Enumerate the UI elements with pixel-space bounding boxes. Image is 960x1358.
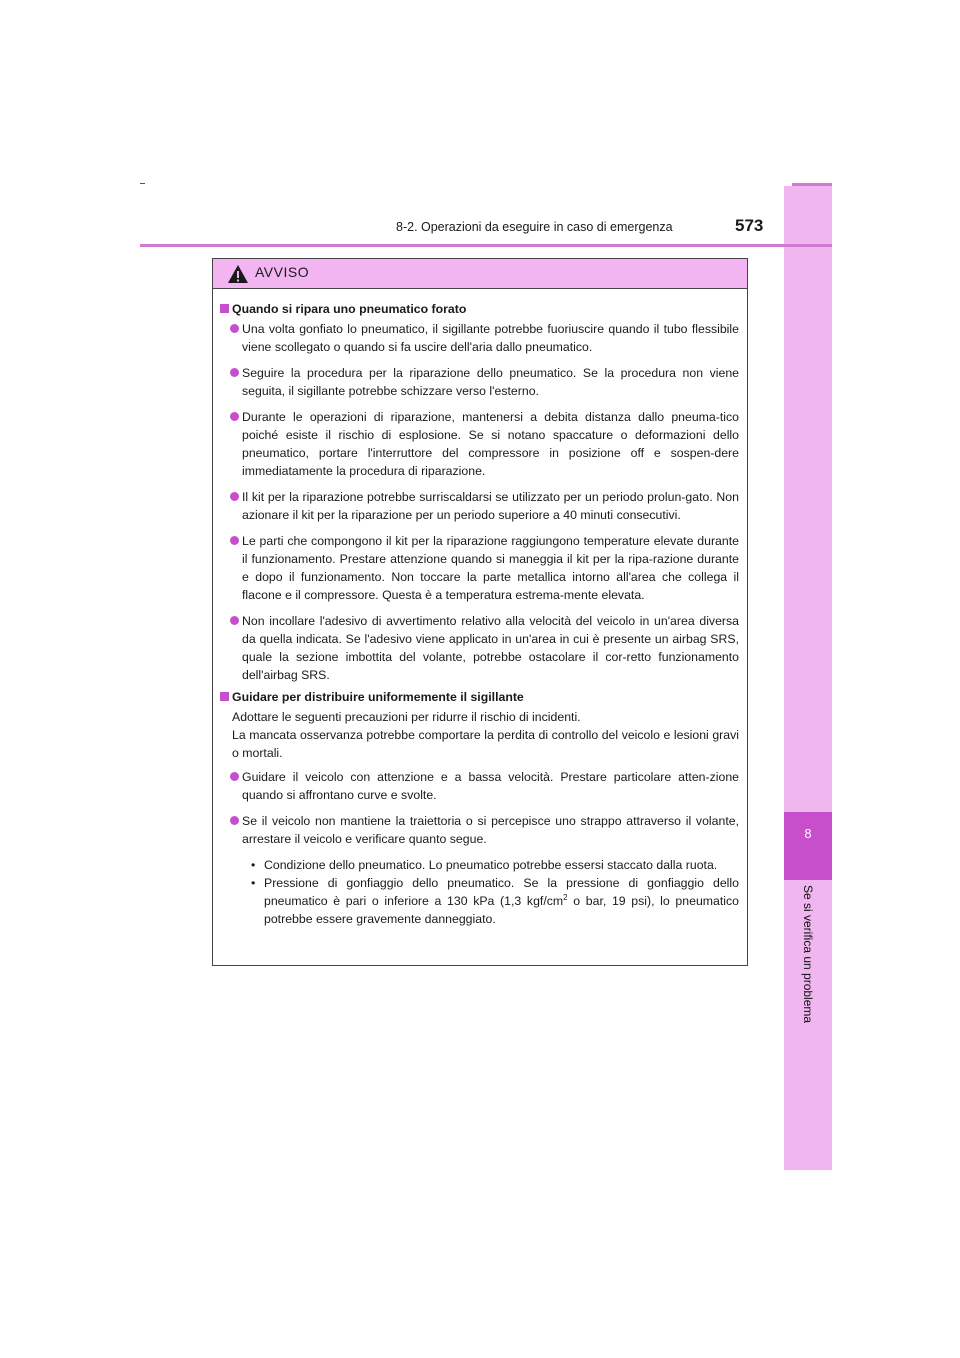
round-bullet-icon bbox=[230, 536, 239, 545]
intro-line: Adottare le seguenti precauzioni per ridurre il rischio di incidenti. bbox=[232, 710, 581, 724]
sub-bullet: • bbox=[251, 876, 256, 890]
list-item bbox=[220, 812, 739, 848]
warning-body bbox=[213, 289, 747, 928]
list-item bbox=[220, 768, 739, 804]
list-item bbox=[220, 408, 739, 480]
section-heading bbox=[220, 688, 739, 706]
intro-paragraph bbox=[220, 708, 739, 726]
item-text: Durante le operazioni di riparazione, mantenersi a debita distanza dallo pneuma-tico poiché esiste il rischio di esplosione. Se si notano spaccature o deformazioni dello pneumatico, portare l'interruttore del compressore in posizione off e sospen-dere immediatamente la procedura di riparazione. bbox=[242, 410, 739, 478]
heading-text: Quando si ripara uno pneumatico forato bbox=[232, 302, 467, 316]
section-heading bbox=[220, 300, 739, 318]
chapter-number: 8 bbox=[804, 826, 812, 841]
crop-mark bbox=[140, 183, 145, 184]
sub-bullet: • bbox=[251, 858, 256, 872]
list-item bbox=[220, 320, 739, 356]
round-bullet-icon bbox=[230, 492, 239, 501]
intro-paragraph bbox=[220, 726, 739, 762]
item-text: Seguire la procedura per la riparazione dello pneumatico. Se la procedura non viene seguita, il sigillante potrebbe schizzare verso l'esterno. bbox=[242, 366, 739, 398]
chapter-title-wrap bbox=[798, 885, 818, 1045]
list-item bbox=[220, 488, 739, 524]
sub-item-text-continued: o bar, 19 psi), lo pneumatico potrebbe essere gravemente danneggiato. bbox=[264, 894, 739, 926]
list-item bbox=[220, 612, 739, 684]
side-strip-top-rule bbox=[792, 183, 832, 186]
warning-label: AVVISO bbox=[255, 264, 310, 280]
square-bullet-icon bbox=[220, 304, 229, 313]
warning-box bbox=[212, 258, 748, 966]
list-item bbox=[220, 364, 739, 400]
list-item bbox=[220, 532, 739, 604]
warning-header bbox=[213, 259, 747, 289]
round-bullet-icon bbox=[230, 368, 239, 377]
sub-list-item bbox=[220, 874, 739, 928]
item-text: Guidare il veicolo con attenzione e a bassa velocità. Prestare particolare atten-zione quando si affrontano curve e svolte. bbox=[242, 770, 739, 802]
square-bullet-icon bbox=[220, 692, 229, 701]
page-number: 573 bbox=[735, 216, 764, 235]
header-rule bbox=[140, 244, 832, 247]
chapter-tab bbox=[784, 812, 832, 880]
chapter-title: Se si verifica un problema bbox=[801, 885, 815, 1024]
warning-triangle-icon bbox=[227, 264, 249, 284]
item-text: Se il veicolo non mantiene la traiettoria o si percepisce uno strappo attraverso il volante, arrestare il veicolo e verificare quanto segue. bbox=[242, 814, 739, 846]
section-title: 8-2. Operazioni da eseguire in caso di emergenza bbox=[396, 220, 673, 234]
item-text: Il kit per la riparazione potrebbe surriscaldarsi se utilizzato per un periodo prolun-gato. Non azionare il kit per la riparazione per un periodo superiore a 40 minuti consecutivi. bbox=[242, 490, 739, 522]
sub-item-text: Condizione dello pneumatico. Lo pneumatico potrebbe essersi staccato dalla ruota. bbox=[264, 858, 718, 872]
item-text: Una volta gonfiato lo pneumatico, il sigillante potrebbe fuoriuscire quando il tubo flessibile viene scollegato o quando si fa uscire dell'aria dallo pneumatico. bbox=[242, 322, 739, 354]
round-bullet-icon bbox=[230, 616, 239, 625]
intro-line: La mancata osservanza potrebbe comportare la perdita di controllo del veicolo e lesioni gravi o mortali. bbox=[232, 728, 739, 760]
sub-item-text: Pressione di gonfiaggio dello pneumatico. Se la pressione di gonfiaggio dello pneumatico è pari o inferiore a 130 kPa (1,3 kgf/cm bbox=[264, 876, 739, 908]
item-text: Non incollare l'adesivo di avvertimento relativo alla velocità del veicolo in un'area diversa da quella indicata. Se l'adesivo viene applicato in un'area in cui è presente un airbag SRS, quale la sezione imbottita del volante, potrebbe ostacolare il cor-retto funzionamento dell'airbag SRS. bbox=[242, 614, 739, 682]
sub-list-item bbox=[220, 856, 739, 874]
heading-text: Guidare per distribuire uniformemente il sigillante bbox=[232, 690, 524, 704]
item-text: Le parti che compongono il kit per la riparazione raggiungono temperature elevate durante il funzionamento. Prestare attenzione quando si maneggia il kit per la ripa-razione durante e dopo il funzionamento. Non toccare la parte metallica intorno all'area che collega il flacone e il compressore. Questa è a temperatura estrema-mente elevata. bbox=[242, 534, 739, 602]
round-bullet-icon bbox=[230, 772, 239, 781]
round-bullet-icon bbox=[230, 412, 239, 421]
superscript: 2 bbox=[563, 892, 568, 902]
round-bullet-icon bbox=[230, 816, 239, 825]
round-bullet-icon bbox=[230, 324, 239, 333]
